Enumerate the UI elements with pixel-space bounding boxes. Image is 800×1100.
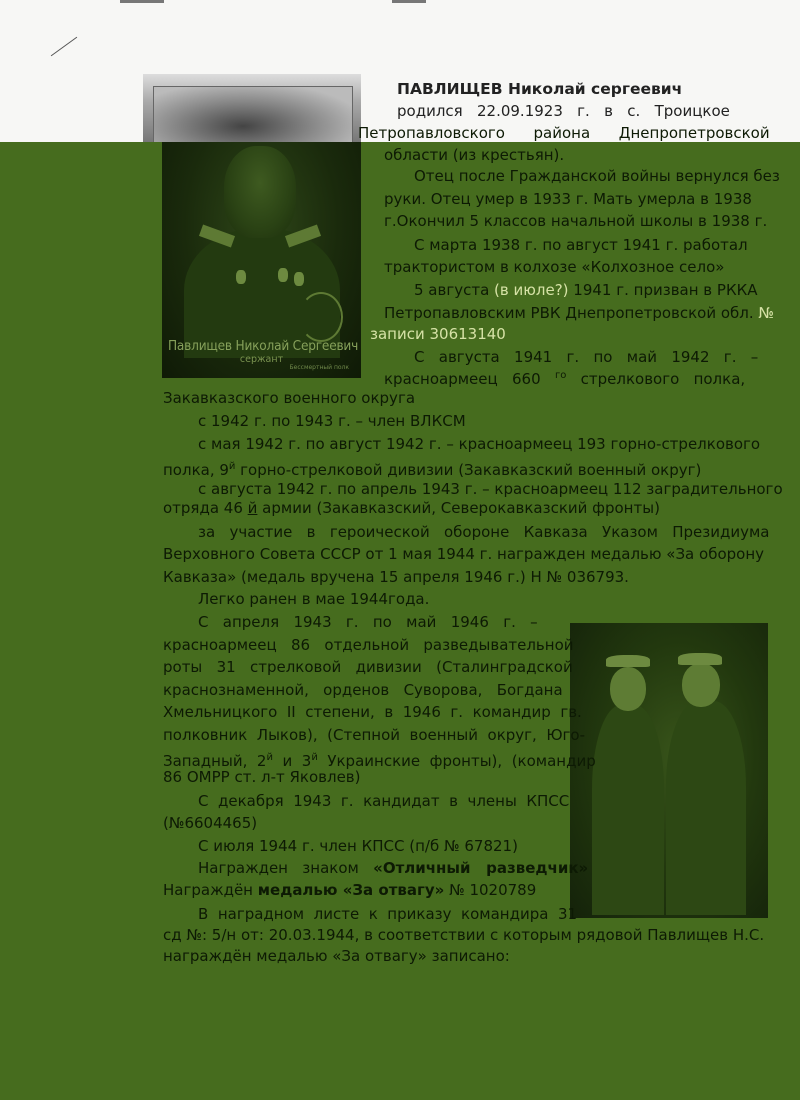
text-line: роты 31 стрелковой дивизии (Сталинградской [163, 658, 573, 676]
text-line: С апреля 1943 г. по май 1946 г. – [198, 613, 538, 631]
text-line: полка, $9^й$ горно-стрелковой дивизии (Закавказский военный округ) [163, 461, 702, 479]
text-line: Хмельницкого II степени, в 1946 г. командир гв. [163, 703, 582, 721]
text-line: (№6604465) [163, 814, 258, 832]
text-line: краснознаменной, орденов Суворова, Богдана [163, 681, 563, 699]
text-line: трактористом в колхозе «Колхозное село» [384, 258, 725, 276]
scan-mark [392, 0, 426, 3]
photo-caption-plate [168, 332, 359, 376]
text-line: сд №: 5/н от: 20.03.1944, в соответствии с которым рядовой Павлищев Н.С. [163, 926, 765, 944]
text-line: Закавказского военного округа [163, 389, 416, 407]
text-line: родился 22.09.1923 г. в с. Троицкое [397, 102, 730, 120]
text-line: Петропавловского района Днепропетровской [358, 124, 770, 142]
text-line: С декабря 1943 г. кандидат в члены КПСС [198, 792, 570, 810]
text-line: области (из крестьян). [384, 146, 565, 164]
text-line: В наградном листе к приказу командира 31 [198, 905, 578, 923]
text-line: Верховного Совета СССР от 1 мая 1944 г. награжден медалью «За оборону [163, 545, 765, 563]
text-line: с мая 1942 г. по август 1942 г. – красноармеец 193 горно-стрелкового [198, 435, 761, 453]
text-line: С августа 1941 г. по май 1942 г. – [414, 348, 759, 366]
portrait-photo-top [143, 74, 361, 142]
faded-annotation: записи 30613140 [370, 325, 506, 343]
text-line: с 1942 г. по 1943 г. – член ВЛКСМ [198, 412, 466, 430]
text-line: отряда 46 й армии (Закавказский, Северокавказский фронты) [163, 499, 660, 517]
person-name-heading: ПАВЛИЩЕВ Николай сергеевич [397, 80, 683, 98]
photo-caption-name: Павлищев Николай Сергеевич [168, 338, 359, 354]
group-photo [570, 623, 768, 918]
text-line: Награждён медалью «За отвагу» № 1020789 [163, 881, 537, 899]
text-line: г.Окончил 5 классов начальной школы в 1938 г. [384, 212, 768, 230]
text-line: С июля 1944 г. член КПСС (п/б № 67821) [198, 837, 518, 855]
photo-caption-stamp: Бессмертный полк [289, 364, 349, 371]
scan-mark [120, 0, 164, 3]
text-line: Кавказа» (медаль вручена 15 апреля 1946 г.) Н № 036793. [163, 568, 629, 586]
text-line: Западный, $2^й$ и $3^й$ Украинские фронты), (командир [163, 752, 596, 770]
photo-caption-rank: сержант [239, 354, 284, 365]
text-line: за участие в героической обороне Кавказа Указом Президиума [198, 523, 770, 541]
text-line: награждён медалью «За отвагу» записано: [163, 947, 510, 965]
portrait-photo [162, 142, 361, 378]
text-line: с августа 1942 г. по апрель 1943 г. – красноармеец 112 заградительного [198, 480, 783, 498]
text-line: полковник Лыков), (Степной военный округ, Юго- [163, 726, 585, 744]
text-line: красноармеец 660 $^{го}$ стрелкового полка, [384, 370, 746, 388]
text-line: Легко ранен в мае 1944года. [198, 590, 430, 608]
faded-annotation: № [758, 304, 775, 322]
faded-annotation: (в июле?) [494, 281, 569, 299]
text-line: руки. Отец умер в 1933 г. Мать умерла в 1938 [384, 190, 752, 208]
text-line: Награжден знаком «Отличный разведчик» [198, 859, 589, 877]
text-line: Петропавловским РВК Днепропетровской обл. № [384, 304, 775, 322]
text-line: Отец после Гражданской войны вернулся без [414, 167, 780, 185]
text-line: 86 ОМРР ст. л-т Яковлев) [163, 768, 361, 786]
text-line: 5 августа (в июле?) 1941 г. призван в РККА [414, 281, 758, 299]
text-line: С марта 1938 г. по август 1941 г. работал [414, 236, 748, 254]
text-line: красноармеец 86 отдельной разведывательной [163, 636, 574, 654]
